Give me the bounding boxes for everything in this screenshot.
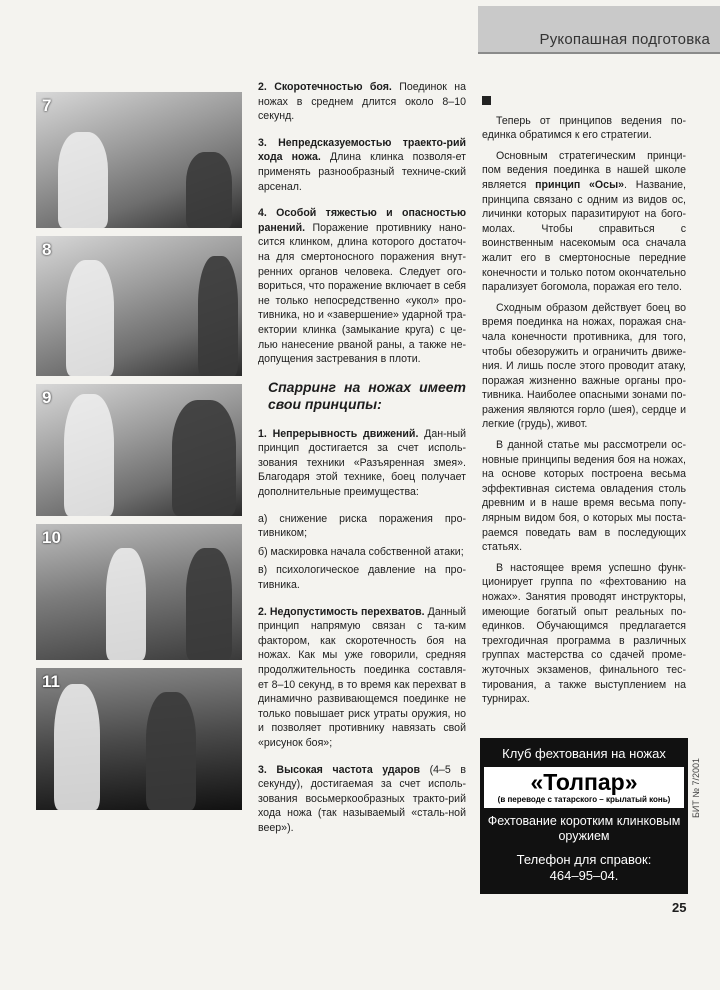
paragraph: 3. Непредсказуемостью траекто-рий хода ножа. Длина клинка позволя-ет применять разнообразный техниче-ский арсенал. xyxy=(258,136,466,193)
section-title: Рукопашная подготовка xyxy=(539,31,710,48)
club-advertisement xyxy=(480,738,688,894)
list-item: а) снижение риска поражения про-тивником; xyxy=(258,512,466,540)
ad-phone-number: 464–95–04. xyxy=(549,868,619,883)
ad-phone-label: Телефон для справок: xyxy=(516,852,652,867)
ad-description: Фехтование коротким клинковым оружием xyxy=(487,814,681,843)
section-header xyxy=(478,6,720,54)
ad-club-title: Клуб фехтования на ножах xyxy=(502,746,666,761)
paragraph: 4. Особой тяжестью и опасностью ранений. Поражение противнику нано-сится клинком, длина которого достаточ-на для смертоносного поражения внут-ренних органов человека. Следует ого-вориться, что поражение включает в себя не только непосредственно «укол» про-тивника, но и «завершение» ударной тра-ектории клинка (замыкание круга) с це-лью нанесение рваной раны, а также не-допущения застревания в плоти. xyxy=(258,207,466,366)
ad-club-name: «Толпар» xyxy=(530,769,638,795)
photo-10 xyxy=(36,524,242,660)
middle-column xyxy=(258,80,466,848)
paragraph: В данной статье мы рассмотрели ос-новные принципы ведения боя на ножах, на основе которых построена весьма эффективная система овладения столь древним и в наше время весьма попу-лярным видом боя, о которых мы поста-раемся поведать вам в последующих статьях. xyxy=(482,439,686,554)
paragraph: 3. Высокая частота ударов (4–5 в секунду), достигаемая за счет исполь-зования восьмеркообразных тракто-рий хода ножа (так называемый «сталь-ной веер»). xyxy=(258,763,466,834)
paragraph: 1. Непрерывность движений. Дан-ный принцип достигается за счет исполь-зования техники «Разъяренная змея». Благодаря этой технике, боец получает дополнительные преимущества: xyxy=(258,427,466,499)
page-number: 25 xyxy=(672,900,687,915)
paragraph: В настоящее время успешно функ-ционирует группа по «фехтованию на ножах». Занятия проводят инструкторы, имеющие богатый опыт реальных по-единков. Обучающимся предлагается трехгодичная программа в различных группах мастерства со сдачей проме-жуточных экзаменов, финального тес-тирования, а также выступлением на турнирах. xyxy=(482,561,686,706)
photo-number: 8 xyxy=(42,240,52,259)
photo-column xyxy=(36,92,242,818)
paragraph: 2. Недопустимость перехватов. Данный принцип напрямую связан с та-ким фактором, как скоротечность боя на ножах. Как мы уже говорили, средняя продолжительность поединка составля-ет 8–10 секунд, в то время как перехват в динамично развивающемся поединке не только повышает риск утраты оружия, но и позволяет противнику навязать свой «рисунок боя»; xyxy=(258,605,466,749)
paragraph: Сходным образом действует боец во время поединка на ножах, поражая сна-чала конечности противника, для того, чтобы обезоружить и ограничить движе-ния. И лишь после этого проводит атаку, поражая жизненно важные органы про-тивника. Наиболее опасными зонами по-ражения являются горло (шея), сердце и легкие (грудь), живот. xyxy=(482,301,686,431)
list-item: б) маскировка начала собственной атаки; xyxy=(258,545,464,558)
subheading: Спарринг на ножах имеет свои принципы: xyxy=(268,378,466,412)
ad-club-name-box xyxy=(484,767,684,808)
right-column xyxy=(482,96,686,713)
photo-number: 9 xyxy=(42,388,52,407)
photo-number: 11 xyxy=(42,672,60,691)
paragraph: 2. Скоротечностью боя. Поединок на ножах в среднем длится около 8–10 секунд. xyxy=(258,81,466,123)
list-item: в) психологическое давление на про-тивника. xyxy=(258,564,466,592)
ad-translation: (в переводе с татарского – крылатый конь) xyxy=(497,795,671,804)
photo-8 xyxy=(36,236,242,376)
paragraph: Теперь от принципов ведения по-единка обратимся к его стратегии. xyxy=(482,114,686,142)
photo-7 xyxy=(36,92,242,228)
paragraph: Основным стратегическим принци-пом ведения поединка в нашей школе является принцип «Осы». Название, принципа связано с одним из видов ос, личинки которых паразитируют на бого-молах. Чтобы справиться с воинственным насекомым оса сначала жалит его в смертоносные передние конечности и только потом окончательно парализует богомола, поражая его тело. xyxy=(482,149,686,294)
photo-9 xyxy=(36,384,242,516)
photo-number: 10 xyxy=(42,528,61,547)
photo-number: 7 xyxy=(42,96,52,115)
issue-label: БИТ № 7/2001 xyxy=(691,757,701,818)
photo-11 xyxy=(36,668,242,810)
section-marker xyxy=(482,96,491,105)
